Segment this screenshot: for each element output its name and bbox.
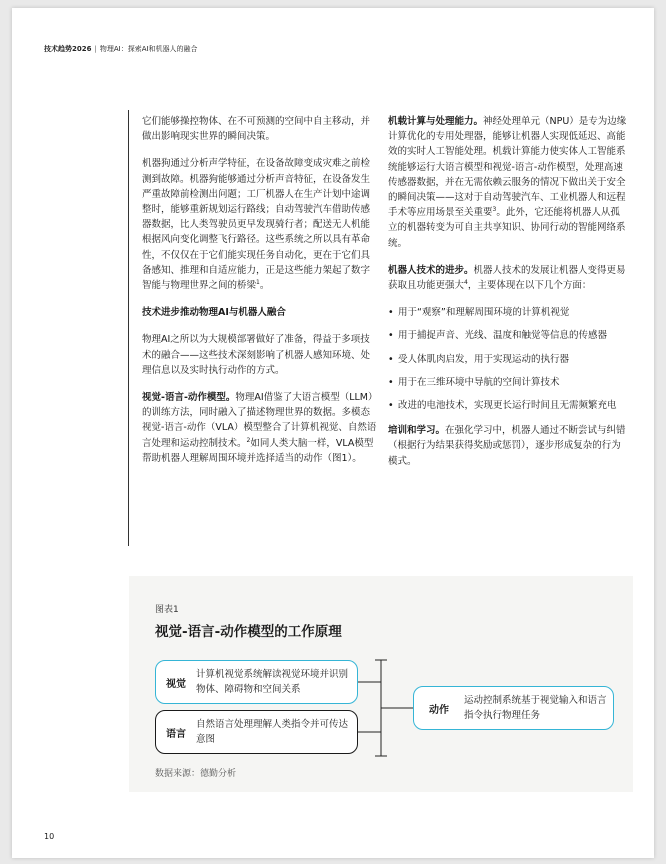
list-item: • 用于在三维环境中导航的空间计算技术 [388,375,628,390]
paragraph: 视觉-语言-动作模型。物理AI借鉴了大语言模型（LLM）的训练方法，同时融入了描述物理世界的数据。多模态视觉-语言-动作（VLA）模型整合了计算机视觉、自然语言处理和运动控制技术。$^2$如同人类大脑一样，VLA模型帮助机器人理解周围环境并选择适当的动作（图1）。 [142,392,377,464]
action-description: 运动控制系统基于视觉输入和语言指令执行物理任务 [464,695,607,721]
vision-box [155,660,358,704]
footnote-ref[interactable]: 1 [256,278,260,286]
paragraph: 机器人技术的进步。机器人技术的发展让机器人变得更易获取且功能更强大$^4$，主要体现在以下几个方面： [388,264,626,292]
figure-source: 数据来源：德勤分析 [155,769,237,779]
language-description: 自然语言处理理解人类指令并可传达意图 [196,719,349,745]
running-header: 技术趋势2026 | 物理AI：探索AI和机器人的融合 [44,45,198,53]
column-rule [128,110,129,546]
list-item: • 用于捕捉声音、光线、温度和触觉等信息的传感器 [388,328,628,343]
language-box [155,710,358,754]
section-title: 物理AI：探索AI和机器人的融合 [99,45,198,53]
left-column [142,114,377,478]
figure-title: 视觉-语言-动作模型的工作原理 [155,624,342,640]
vision-label: 视觉 [166,678,186,690]
list-item: • 改进的电池技术，实现更长运行时间且无需频繁充电 [388,398,628,413]
bullet-list [388,305,628,413]
document-page [12,8,654,858]
action-label: 动作 [429,704,449,716]
paragraph: 物理AI之所以为大规模部署做好了准备，得益于多项技术的融合——这些技术深刻影响了机器人感知环境、处理信息以及实时执行动作的方式。 [142,334,371,376]
action-box [413,686,614,730]
page-number: 10 [44,832,55,841]
paragraph: 它们能够操控物体、在不可预测的空间中自主移动，并做出影响现实世界的瞬间决策。 [142,116,371,143]
report-title: 技术趋势2026 [44,45,92,53]
footnote-ref[interactable]: 3 [492,206,497,214]
vision-description: 计算机视觉系统解读视觉环境并识别物体、障碍物和空间关系 [196,669,349,695]
paragraph: 机载计算与处理能力。神经处理单元（NPU）是专为边缘计算优化的专用处理器，能够让机器人实现低延迟、高能效的实时人工智能处理。机载计算能力使实体人工智能系统能够运行大语言模型和视觉-语言-动作模型，处理高速传感器数据，并在无需依赖云服务的情况下做出关于安全的瞬间决策——这对于自动驾驶汽车、工业机器人和远程手术等应用场景至关重要$^3$。此外，它还能将机器人从孤立的机器转变为可自主共享知识、协同行动的智能网络系统。 [388,116,627,249]
language-label: 语言 [166,728,186,740]
list-item: • 用于“观察”和理解周围环境的计算机视觉 [388,305,628,320]
figure-label: 图表1 [155,605,179,615]
figure-panel [129,576,633,792]
footnote-ref[interactable]: 4 [464,278,468,286]
paragraph: 培训和学习。在强化学习中，机器人通过不断尝试与纠错（根据行为结果获得奖励或惩罚），逐步形成复杂的行为模式。 [388,425,626,467]
right-column [388,114,628,481]
paragraph: 机器狗通过分析声学特征，在设备故障变成灾难之前检测到故障。机器狗能够通过分析声音特征，在设备发生严重故障前检测出问题；工厂机器人在生产计划中途调整时，能够重新规划运行路线；自动驾驶汽车借助传感器数据，比人类驾驶员更早发现骑行者；配送无人机能根据风向变化调整飞行路径。这些系统之所以具有革命性，不仅仅在于它们能实现任务自动化，更在于它们具备感知、推理和自适应能力，正是这些能力架起了数字智能与物理世界之间的桥梁$^1$。 [142,158,371,292]
section-heading: 技术进步推动物理AI与机器人融合 [142,307,286,319]
list-item: • 受人体肌肉启发，用于实现运动的执行器 [388,352,628,367]
footnote-ref[interactable]: 2 [246,436,251,444]
